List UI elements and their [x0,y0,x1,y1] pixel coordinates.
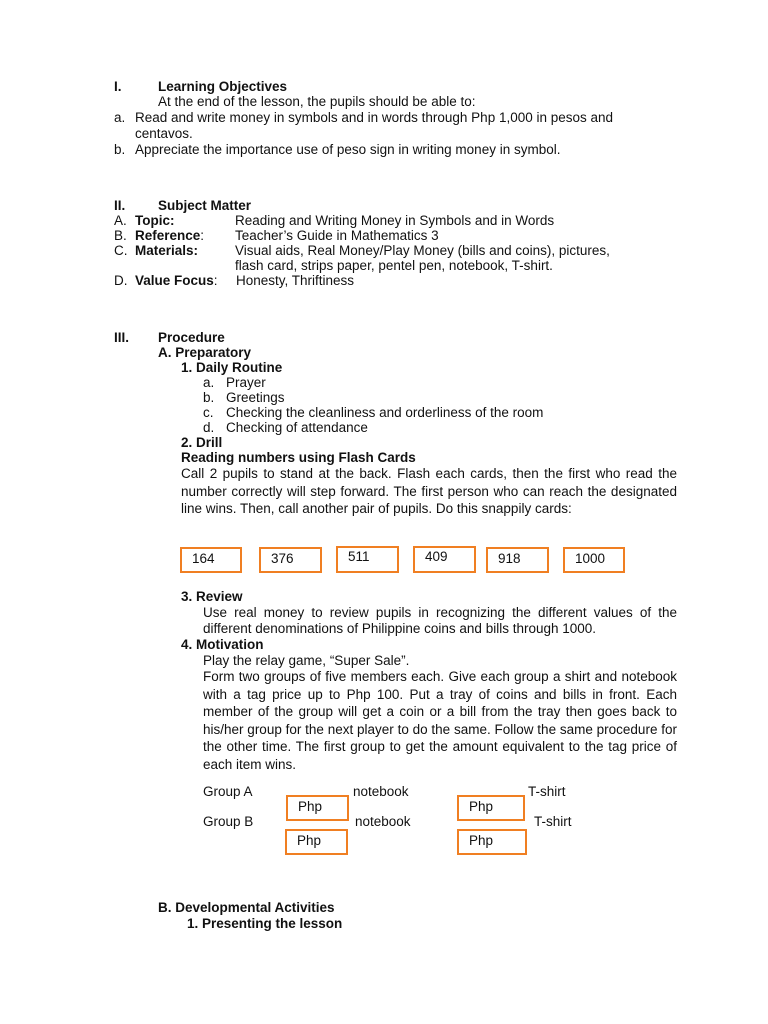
group-a-tshirt-label: T-shirt [528,784,566,799]
routine-c-letter: c. [203,405,214,420]
drill-heading: 2. Drill [181,435,223,450]
flash-card-164: 164 [180,547,242,573]
objective-a-line1: Read and write money in symbols and in words through Php 1,000 in pesos and [135,110,614,125]
topic-label: Topic: [135,213,175,228]
group-a-label: Group A [203,784,253,799]
flash-card-376: 376 [259,547,322,573]
reference-colon: : [200,228,205,243]
topic-value: Reading and Writing Money in Symbols and in Words [235,213,555,228]
value-focus-label-group [135,273,218,289]
value-focus-label: Value Focus [135,273,214,288]
group-b-notebook-price-box: Php [285,829,348,855]
materials-letter: C. [114,243,128,258]
routine-d-letter: d. [203,420,215,435]
reference-label-group [135,228,204,244]
group-b-tshirt-price-box: Php [457,829,527,855]
section-2-title: Subject Matter [158,198,252,213]
value-focus-value: Honesty, Thriftiness [236,273,355,288]
routine-d-text: Checking of attendance [226,420,368,435]
reference-value: Teacher’s Guide in Mathematics 3 [235,228,439,243]
routine-c-text: Checking the cleanliness and orderliness of the room [226,405,544,420]
flash-card-409: 409 [413,546,476,573]
routine-b-text: Greetings [226,390,285,405]
reference-label: Reference [135,228,201,243]
part-a-heading: A. Preparatory [158,345,252,360]
section-3-number: III. [114,330,130,345]
daily-routine-heading: 1. Daily Routine [181,360,283,375]
flash-card-511: 511 [336,546,399,573]
objective-b-line1: Appreciate the importance use of peso sign in writing money in symbol. [135,142,561,157]
objective-a-letter: a. [114,110,126,125]
flash-card-1000: 1000 [563,547,625,573]
presenting-lesson-heading: 1. Presenting the lesson [187,916,343,931]
section-1-intro: At the end of the lesson, the pupils should be able to: [158,94,476,109]
flash-card-918: 918 [486,547,549,573]
group-b-tshirt-label: T-shirt [534,814,572,829]
routine-b-letter: b. [203,390,215,405]
materials-value-line1: Visual aids, Real Money/Play Money (bills and coins), pictures, [235,243,610,258]
group-a-tshirt-price-box: Php [457,795,525,821]
section-1-title: Learning Objectives [158,79,288,94]
group-a-notebook-label: notebook [353,784,409,799]
value-focus-letter: D. [114,273,128,288]
motivation-intro: Play the relay game, “Super Sale”. [203,653,410,668]
drill-instructions: Call 2 pupils to stand at the back. Flash each cards, then the first who read the number correctly will step forward. The first person who can reach the designated line wins. Then, call another pair of pupils. Do this snappily cards: [181,466,677,516]
group-a-notebook-price-box: Php [286,795,349,821]
objective-a-line2: centavos. [135,126,193,141]
motivation-heading: 4. Motivation [181,637,264,652]
group-b-label: Group B [203,814,254,829]
reference-letter: B. [114,228,127,243]
materials-value-line2: flash card, strips paper, pentel pen, notebook, T-shirt. [235,258,553,273]
motivation-text: Form two groups of five members each. Give each group a shirt and notebook with a tag price up to Php 100. Put a tray of coins and bills in front. Each member of the group will get a coin or a bill from the tray then goes back to his/her group for the next player to do the same. Follow the same procedure for the other time. The first group to get the amount equivalent to the tag price of each item wins. [203,669,677,772]
topic-letter: A. [114,213,127,228]
review-text: Use real money to review pupils in recognizing the different values of the different denominations of Philippine coins and bills through 1000. [203,605,677,636]
materials-label: Materials: [135,243,199,258]
objective-b-letter: b. [114,142,126,157]
drill-subtitle: Reading numbers using Flash Cards [181,450,416,465]
part-b-heading: B. Developmental Activities [158,900,335,915]
routine-a-text: Prayer [226,375,266,390]
section-3-title: Procedure [158,330,225,345]
review-heading: 3. Review [181,589,243,604]
section-1-number: I. [114,79,122,94]
routine-a-letter: a. [203,375,215,390]
section-2-number: II. [114,198,126,213]
value-focus-colon: : [213,273,218,288]
group-b-notebook-label: notebook [355,814,411,829]
